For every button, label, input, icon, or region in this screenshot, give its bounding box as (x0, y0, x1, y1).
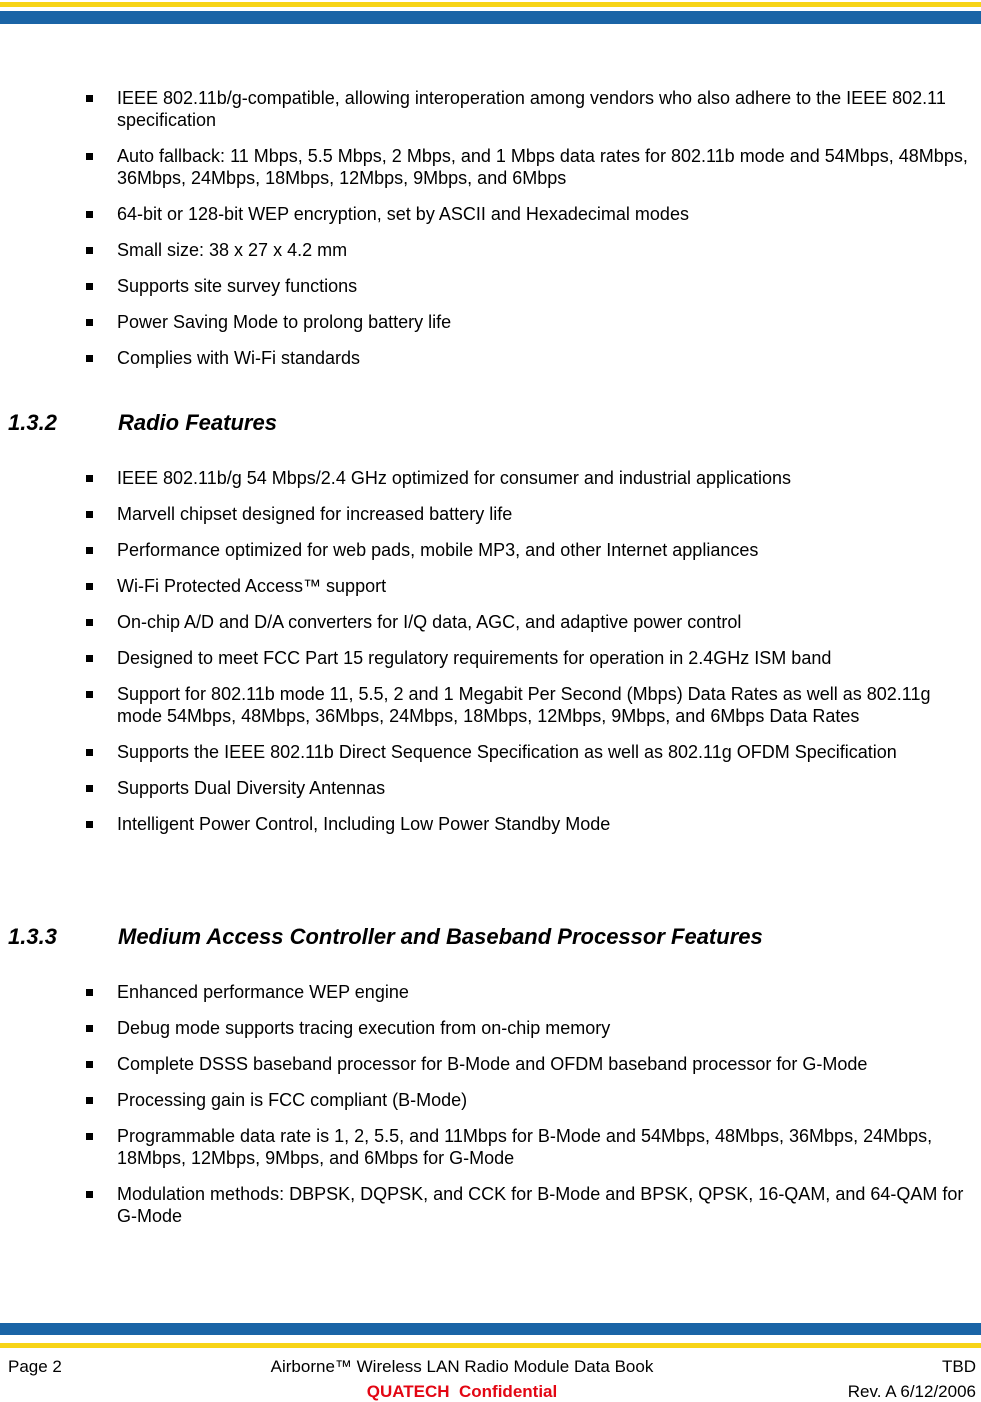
list-item: Designed to meet FCC Part 15 regulatory requirements for operation in 2.4GHz ISM band (0, 647, 981, 669)
footer-document-title: Airborne™ Wireless LAN Radio Module Data Book (270, 1357, 654, 1376)
list-item: Wi-Fi Protected Access™ support (0, 575, 981, 597)
square-bullet-icon (86, 989, 93, 996)
square-bullet-icon (86, 153, 93, 160)
square-bullet-icon (86, 1191, 93, 1198)
list-item: IEEE 802.11b/g-compatible, allowing interoperation among vendors who also adhere to the IEEE 802.11 specification (0, 87, 981, 131)
list-item: Programmable data rate is 1, 2, 5.5, and 11Mbps for B-Mode and 54Mbps, 48Mbps, 36Mbps, 24Mbps, 18Mbps, 12Mbps, 9Mbps, and 6Mbps for G-Mode (0, 1125, 981, 1169)
mac-feature-list (0, 981, 981, 1241)
list-item: Power Saving Mode to prolong battery life (0, 311, 981, 333)
list-item: Intelligent Power Control, Including Low Power Standby Mode (0, 813, 981, 835)
square-bullet-icon (86, 583, 93, 590)
square-bullet-icon (86, 211, 93, 218)
square-bullet-icon (86, 749, 93, 756)
list-item: IEEE 802.11b/g 54 Mbps/2.4 GHz optimized for consumer and industrial applications (0, 467, 981, 489)
header-blue-band (0, 11, 981, 24)
list-item: 64-bit or 128-bit WEP encryption, set by ASCII and Hexadecimal modes (0, 203, 981, 225)
section-title: Medium Access Controller and Baseband Processor Features (118, 924, 763, 949)
square-bullet-icon (86, 319, 93, 326)
footer-yellow-band (0, 1343, 981, 1348)
footer-blue-band (0, 1323, 981, 1335)
square-bullet-icon (86, 691, 93, 698)
square-bullet-icon (86, 355, 93, 362)
square-bullet-icon (86, 511, 93, 518)
square-bullet-icon (86, 1133, 93, 1140)
list-item: Complies with Wi-Fi standards (0, 347, 981, 369)
list-item: Supports Dual Diversity Antennas (0, 777, 981, 799)
footer-page-number: Page 2 (8, 1357, 62, 1376)
list-item: Performance optimized for web pads, mobile MP3, and other Internet appliances (0, 539, 981, 561)
footer-status: TBD (942, 1357, 976, 1376)
square-bullet-icon (86, 821, 93, 828)
list-item: Supports site survey functions (0, 275, 981, 297)
list-item: Complete DSSS baseband processor for B-Mode and OFDM baseband processor for G-Mode (0, 1053, 981, 1075)
section-title: Radio Features (118, 410, 277, 435)
square-bullet-icon (86, 247, 93, 254)
header-yellow-band (0, 2, 981, 7)
section-heading-mac-baseband (8, 924, 763, 950)
footer-confidential-label: QUATECH Confidential (366, 1382, 558, 1401)
square-bullet-icon (86, 1061, 93, 1068)
list-item: Marvell chipset designed for increased battery life (0, 503, 981, 525)
square-bullet-icon (86, 655, 93, 662)
list-item: Enhanced performance WEP engine (0, 981, 981, 1003)
section-number: 1.3.3 (8, 924, 57, 949)
list-item: Support for 802.11b mode 11, 5.5, 2 and 1 Megabit Per Second (Mbps) Data Rates as well as 802.11g mode 54Mbps, 48Mbps, 36Mbps, 24Mbps, 18Mbps, 12Mbps, 9Mbps, and 6Mbps Data Rates (0, 683, 981, 727)
radio-feature-list (0, 467, 981, 849)
list-item: Auto fallback: 11 Mbps, 5.5 Mbps, 2 Mbps, and 1 Mbps data rates for 802.11b mode and 54Mbps, 48Mbps, 36Mbps, 24Mbps, 18Mbps, 12Mbps, 9Mbps, and 6Mbps (0, 145, 981, 189)
square-bullet-icon (86, 619, 93, 626)
list-item: Processing gain is FCC compliant (B-Mode) (0, 1089, 981, 1111)
list-item: Modulation methods: DBPSK, DQPSK, and CCK for B-Mode and BPSK, QPSK, 16-QAM, and 64-QAM for G-Mode (0, 1183, 981, 1227)
footer-revision: Rev. A 6/12/2006 (847, 1382, 976, 1401)
square-bullet-icon (86, 1025, 93, 1032)
square-bullet-icon (86, 547, 93, 554)
square-bullet-icon (86, 785, 93, 792)
square-bullet-icon (86, 95, 93, 102)
list-item: On-chip A/D and D/A converters for I/Q data, AGC, and adaptive power control (0, 611, 981, 633)
list-item: Supports the IEEE 802.11b Direct Sequence Specification as well as 802.11g OFDM Specification (0, 741, 981, 763)
square-bullet-icon (86, 475, 93, 482)
intro-feature-list (0, 87, 981, 383)
square-bullet-icon (86, 1097, 93, 1104)
section-heading-radio-features (8, 410, 277, 436)
list-item: Debug mode supports tracing execution from on-chip memory (0, 1017, 981, 1039)
list-item: Small size: 38 x 27 x 4.2 mm (0, 239, 981, 261)
square-bullet-icon (86, 283, 93, 290)
section-number: 1.3.2 (8, 410, 57, 435)
